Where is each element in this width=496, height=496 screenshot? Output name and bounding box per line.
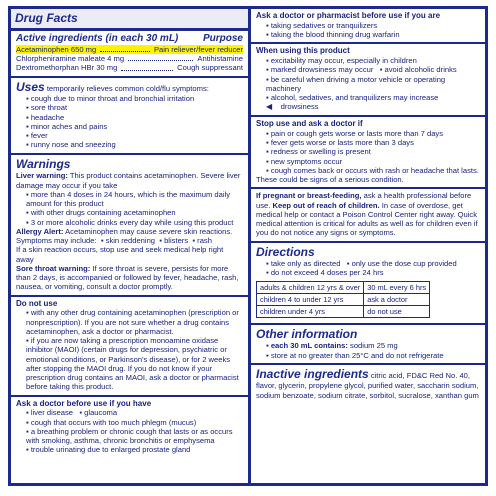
ingredient-name: Chlorpheniramine maleate 4 mg: [16, 54, 125, 64]
inactive-title: Inactive ingredients: [256, 366, 369, 381]
arrow-icon: ◀: [266, 102, 273, 112]
directions-section: Directions ▪ take only as directed ▪ only use the dose cup provided ▪ do not exceed 4 doses per 24 hrs adults & children 12 yrs & over 30 mL every 6 hrs children 4 to under 12 yrs ask a doctor children under 4 yrs do not use: [251, 243, 485, 323]
other-info-text: sodium 25 mg: [350, 341, 398, 351]
list-item: ▪ headache: [26, 113, 243, 122]
table-cell: ask a doctor: [364, 293, 430, 305]
pregnant-label: If pregnant or breast-feeding,: [256, 191, 362, 201]
table-row: [257, 281, 430, 293]
allergy-after-text: If a skin reaction occurs, stop use and seek medical help right away: [16, 245, 224, 264]
keep-out-text: In case of overdose, get medical help or contact a Poison Control Center right away. Quick medical attention is critical for adults as well as for children even if you do not notice any signs or symptoms.: [256, 200, 478, 238]
list-item: ▪ pain or cough gets worse or lasts more than 7 days: [266, 129, 480, 138]
allergy-alert-text: Acetaminophen may cause severe skin reactions.: [65, 226, 233, 236]
pregnancy-section: [251, 189, 485, 240]
list-item: only use the dose cup provided: [351, 259, 457, 269]
warnings-section: Warnings Liver warning: This product contains acetaminophen. Severe liver damage may occur if you take ▪ more than 4 doses in 24 hours, which is the maximum daily amount for this product ▪ with other drugs containing acetaminophen ▪ 3 or more alcoholic drinks every day while using this product Allergy Alert: Acetaminophen may cause severe skin reactions. Symptoms may include: ▪ skin reddening ▪ blisters ▪ rash If a skin reaction occurs, stop use and seek medical help right away Sore throat warning: If sore throat is severe, persists for more than 2 days, is accompanied or followed by fever, headache, rash, nausea, or vomiting, consult a doctor promptly.: [11, 155, 248, 295]
list-item: ▪ alcohol, sedatives, and tranquilizers may increase: [266, 93, 480, 102]
list-item: ▪ sore throat: [26, 103, 243, 112]
list-item: avoid alcoholic drinks: [384, 65, 457, 75]
page-title: Drug Facts: [11, 9, 248, 28]
do-not-use-title: Do not use: [16, 298, 58, 308]
directions-title: Directions: [256, 244, 315, 259]
ingredient-name: Dextromethorphan HBr 30 mg: [16, 63, 118, 73]
dosage-table: [256, 281, 430, 318]
list-item: ▪ excitability may occur, especially in children: [266, 56, 480, 65]
table-row: [257, 293, 430, 305]
purpose-header: Purpose: [202, 32, 243, 44]
right-column: [251, 9, 485, 483]
active-row: [16, 45, 243, 54]
stop-use-section: [251, 117, 485, 187]
table-cell: children under 4 yrs: [257, 305, 364, 317]
list-item: ▪ minor aches and pains: [26, 122, 243, 131]
list-item: ▪ fever: [26, 131, 243, 140]
table-cell: adults & children 12 yrs & over: [257, 281, 364, 293]
list-item: ▪ be careful when driving a motor vehicle or operating machinery: [266, 75, 480, 94]
list-item: ▪ trouble urinating due to enlarged prostate gland: [26, 445, 243, 454]
ask-doctor-title: Ask a doctor before use if you have: [16, 398, 152, 408]
ask-pharmacist-section: [251, 9, 485, 42]
list-item: take only as directed: [270, 259, 341, 269]
table-cell: children 4 to under 12 yrs: [257, 293, 364, 305]
sore-throat-label: Sore throat warning:: [16, 263, 91, 273]
active-row: [16, 54, 243, 63]
list-item: ▪ taking sedatives or tranquilizers: [266, 21, 480, 30]
symptom: blisters: [164, 236, 189, 246]
inactive-ingredients-section: [251, 365, 485, 403]
list-item: ▪ new symptoms occur: [266, 157, 480, 166]
stop-use-note: These could be signs of a serious condition.: [256, 175, 404, 184]
stop-use-title: Stop use and ask a doctor if: [256, 119, 363, 128]
table-cell: 30 mL every 6 hrs: [364, 281, 430, 293]
list-item: ▪ cough comes back or occurs with rash or headache that lasts.: [266, 166, 480, 175]
symptom: rash: [197, 236, 212, 246]
list-item: do not exceed 4 doses per 24 hrs: [270, 268, 384, 278]
other-info-section: Other information ▪ each 30 mL contains: sodium 25 mg ▪ store at no greater than 25°C and do not refrigerate: [251, 325, 485, 363]
when-using-title: When using this product: [256, 46, 350, 56]
active-header: Active ingredients (in each 30 mL): [16, 32, 179, 44]
uses-section: [11, 78, 248, 153]
list-item: ▪ redness or swelling is present: [266, 147, 480, 156]
active-row: [16, 63, 243, 72]
list-item: drowsiness: [280, 102, 319, 112]
symptoms-label: Symptoms may include:: [16, 236, 97, 246]
list-item: ▪ fever gets worse or lasts more than 3 days: [266, 138, 480, 147]
symptom: skin reddening: [105, 236, 156, 246]
list-item: ▪ runny nose and sneezing: [26, 140, 243, 149]
do-not-use-section: [11, 297, 248, 395]
list-item: liver disease: [30, 408, 74, 418]
other-info-title: Other information: [256, 326, 358, 341]
uses-title: Uses: [16, 79, 45, 94]
liver-warning-text: This product contains acetaminophen. Severe liver damage may occur if you take: [16, 171, 241, 190]
ingredient-name: Acetaminophen 650 mg: [16, 44, 97, 54]
list-item: ▪ with other drugs containing acetaminophen: [26, 208, 243, 217]
ingredient-purpose: Pain reliever/fever reducer: [153, 44, 243, 54]
ingredient-purpose: Cough suppressant: [177, 63, 243, 73]
inactive-text: citric acid, FD&C Red No. 40, flavor, glycerin, propylene glycol, purified water, saccharin sodium, sodium benzoate, sodium citrate, sorbitol, sucralose, xanthan gum: [256, 370, 479, 400]
other-info-label: each 30 mL contains:: [270, 341, 348, 351]
list-item: ▪ cough due to minor throat and bronchial irritation: [26, 94, 243, 103]
list-item: ▪ with any other drug containing acetaminophen (prescription or nonprescription). If you are not sure whether a drug contains acetaminophen, ask a doctor or pharmacist.: [26, 308, 243, 336]
drug-facts-panel: [8, 6, 488, 486]
list-item: ▪ cough that occurs with too much phlegm (mucus): [26, 418, 243, 427]
list-item: glaucoma: [84, 408, 118, 418]
uses-intro: temporarily relieves common cold/flu symptoms:: [46, 83, 209, 93]
list-item: ▪ a breathing problem or chronic cough that lasts or as occurs with smoking, asthma, chronic bronchitis or emphysema: [26, 427, 243, 446]
warnings-title: Warnings: [16, 156, 71, 171]
active-ingredients-section: [11, 31, 248, 76]
list-item: ▪ more than 4 doses in 24 hours, which is the maximum daily amount for this product: [26, 190, 243, 209]
sore-throat-text: If sore throat is severe, persists for more than 2 days, is accompanied or followed by fever, headache, rash, nausea, or vomiting, consult a doctor promptly.: [16, 263, 239, 292]
ask-pharmacist-title: Ask a doctor or pharmacist before use if you are: [256, 11, 441, 20]
keep-out-label: Keep out of reach of children.: [272, 200, 380, 210]
liver-warning-label: Liver warning:: [16, 171, 68, 181]
list-item: marked drowsiness may occur: [270, 65, 374, 75]
left-column: [11, 9, 248, 483]
ask-doctor-section: Ask a doctor before use if you have ▪ liver disease ▪ glaucoma ▪ cough that occurs with too much phlegm (mucus) ▪ a breathing problem or chronic cough that lasts or as occurs with smoking, asthma, chronic bronchitis or emphysema ▪ trouble urinating due to enlarged prostate gland: [11, 397, 248, 458]
other-info-text: store at no greater than 25°C and do not refrigerate: [270, 350, 444, 360]
list-item: ▪ if you are now taking a prescription monoamine oxidase inhibitor (MAOI) (certain drugs for depression, psychiatric or emotional conditions, or Parkinson's disease), or for 2 weeks after stopping the MAOI drug. If you do not know if your prescription drug contains an MAOI, ask a doctor or pharmacist before taking this product.: [26, 336, 243, 392]
ingredient-purpose: Antihistamine: [197, 54, 243, 64]
when-using-section: When using this product ▪ excitability may occur, especially in children ▪ marked drowsiness may occur ▪ avoid alcoholic drinks ▪ be careful when driving a motor vehicle or operating machinery ▪ alcohol, sedatives, and tranquilizers may increase ◀ drowsiness: [251, 44, 485, 115]
list-item: ▪ taking the blood thinning drug warfarin: [266, 30, 480, 39]
table-cell: do not use: [364, 305, 430, 317]
table-row: [257, 305, 430, 317]
pregnant-text: ask a health professional before use.: [256, 191, 472, 210]
list-item: ▪ 3 or more alcoholic drinks every day while using this product: [26, 218, 243, 227]
allergy-alert-label: Allergy Alert:: [16, 226, 64, 236]
